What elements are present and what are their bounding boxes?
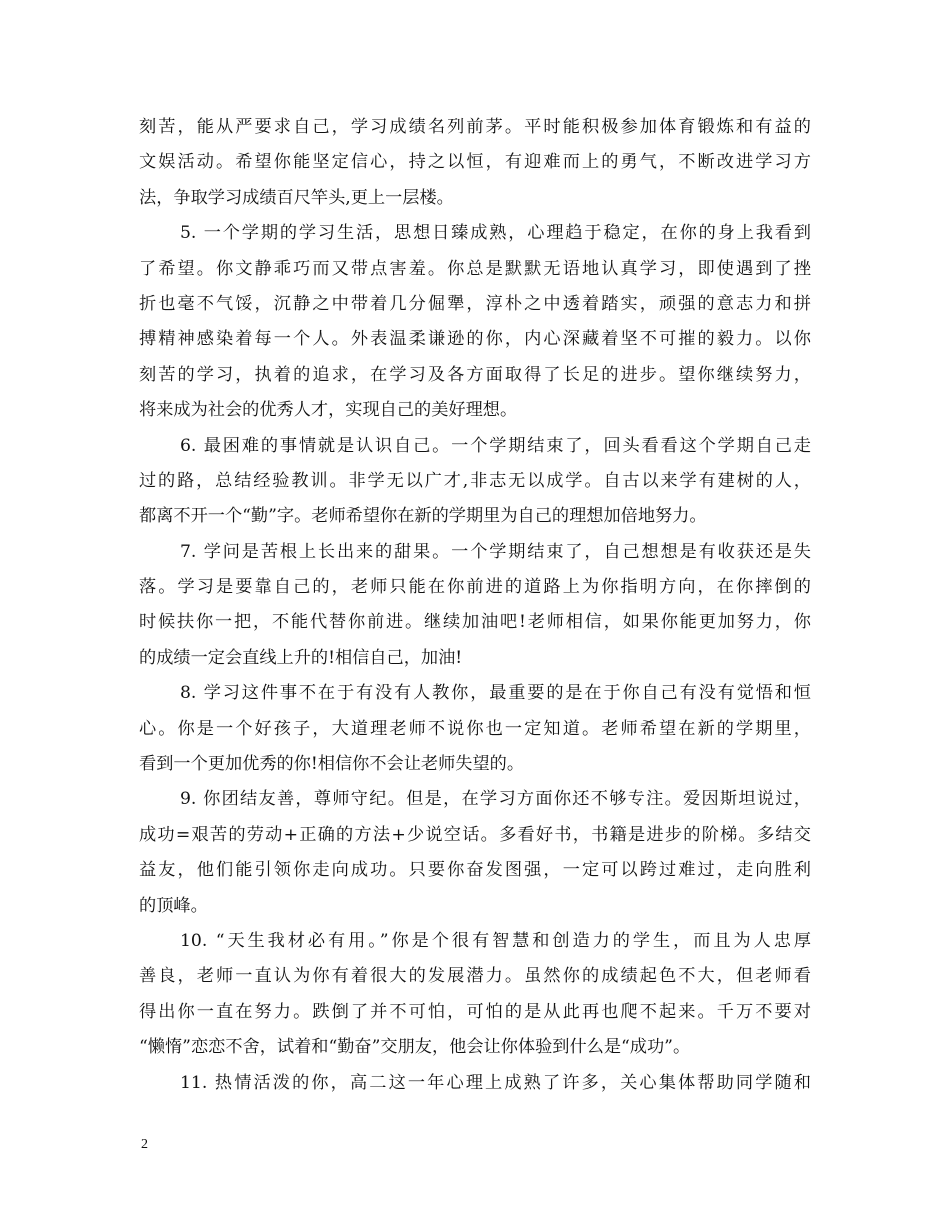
- text-line: 成功=艰苦的劳动+正确的方法+少说空话。多看好书，书籍是进步的阶梯。多结交: [139, 824, 811, 845]
- text-line: 得出你一直在努力。跌倒了并不可怕，可怕的是从此再也爬不起来。千万不要对: [139, 1001, 811, 1022]
- body-text: [139, 110, 811, 1101]
- text-line: 了希望。你文静乖巧而又带点害羞。你总是默默无语地认真学习，即使遇到了挫: [139, 258, 811, 279]
- text-line: 7. 学问是苦根上长出来的甜果。一个学期结束了，自己想想是有收获还是失: [180, 541, 811, 562]
- text-line: 11. 热情活泼的你，高二这一年心理上成熟了许多，关心集体帮助同学随和: [180, 1072, 811, 1093]
- paragraph: [139, 216, 811, 428]
- text-line: 文娱活动。希望你能坚定信心，持之以恒，有迎难而上的勇气，不断改进学习方: [139, 152, 811, 173]
- text-line: 善良，老师一直认为你有着很大的发展潜力。虽然你的成绩起色不大，但老师看: [139, 966, 811, 987]
- paragraph: [139, 782, 811, 924]
- paragraph: [139, 110, 811, 216]
- page-number: 2: [141, 1137, 148, 1152]
- paragraph: [139, 676, 811, 782]
- text-line: 都离不开一个“勤”字。老师希望你在新的学期里为自己的理想加倍地努力。: [139, 506, 707, 527]
- text-line: 10. “天生我材必有用。”你是个很有智慧和创造力的学生，而且为人忠厚: [180, 930, 811, 951]
- text-line: “懒惰”恋恋不舍，试着和“勤奋”交朋友，他会让你体验到什么是“成功”。: [139, 1037, 691, 1058]
- text-line: 落。学习是要靠自己的，老师只能在你前进的道路上为你指明方向，在你摔倒的: [139, 577, 811, 598]
- paragraph: [139, 1066, 811, 1101]
- text-line: 刻苦，能从严要求自己，学习成绩名列前茅。平时能积极参加体育锻炼和有益的: [139, 117, 811, 137]
- text-line: 的成绩一定会直线上升的!相信自己，加油!: [139, 647, 463, 668]
- text-line: 将来成为社会的优秀人才，实现自己的美好理想。: [139, 400, 518, 421]
- paragraph: [139, 535, 811, 677]
- text-line: 5. 一个学期的学习生活，思想日臻成熟，心理趋于稳定，在你的身上我看到: [180, 223, 811, 244]
- text-line: 搏精神感染着每一个人。外表温柔谦逊的你，内心深藏着坚不可摧的毅力。以你: [139, 329, 811, 350]
- text-line: 心。你是一个好孩子，大道理老师不说你也一定知道。老师希望在新的学期里，: [139, 718, 811, 739]
- text-line: 折也毫不气馁，沉静之中带着几分倔犟，淳朴之中透着踏实，顽强的意志力和拼: [139, 293, 811, 314]
- text-line: 8. 学习这件事不在于有没有人教你，最重要的是在于你自己有没有觉悟和恒: [180, 683, 811, 704]
- text-line: 时候扶你一把，不能代替你前进。继续加油吧!老师相信，如果你能更加努力，你: [139, 612, 811, 633]
- text-line: 的顶峰。: [139, 895, 208, 916]
- text-line: 9. 你团结友善，尊师守纪。但是，在学习方面你还不够专注。爱因斯坦说过，: [180, 789, 811, 810]
- text-line: 过的路，总结经验教训。非学无以广才,非志无以成学。自古以来学有建树的人，: [139, 470, 811, 491]
- text-line: 法，争取学习成绩百尺竿头,更上一层楼。: [139, 187, 454, 208]
- text-line: 6. 最困难的事情就是认识自己。一个学期结束了，回头看看这个学期自己走: [180, 435, 811, 456]
- paragraph: [139, 924, 811, 1066]
- text-line: 刻苦的学习，执着的追求，在学习及各方面取得了长足的进步。望你继续努力，: [139, 364, 811, 385]
- text-line: 看到一个更加优秀的你!相信你不会让老师失望的。: [139, 754, 525, 775]
- text-line: 益友，他们能引领你走向成功。只要你奋发图强，一定可以跨过难过，走向胜利: [139, 860, 811, 881]
- paragraph: [139, 429, 811, 535]
